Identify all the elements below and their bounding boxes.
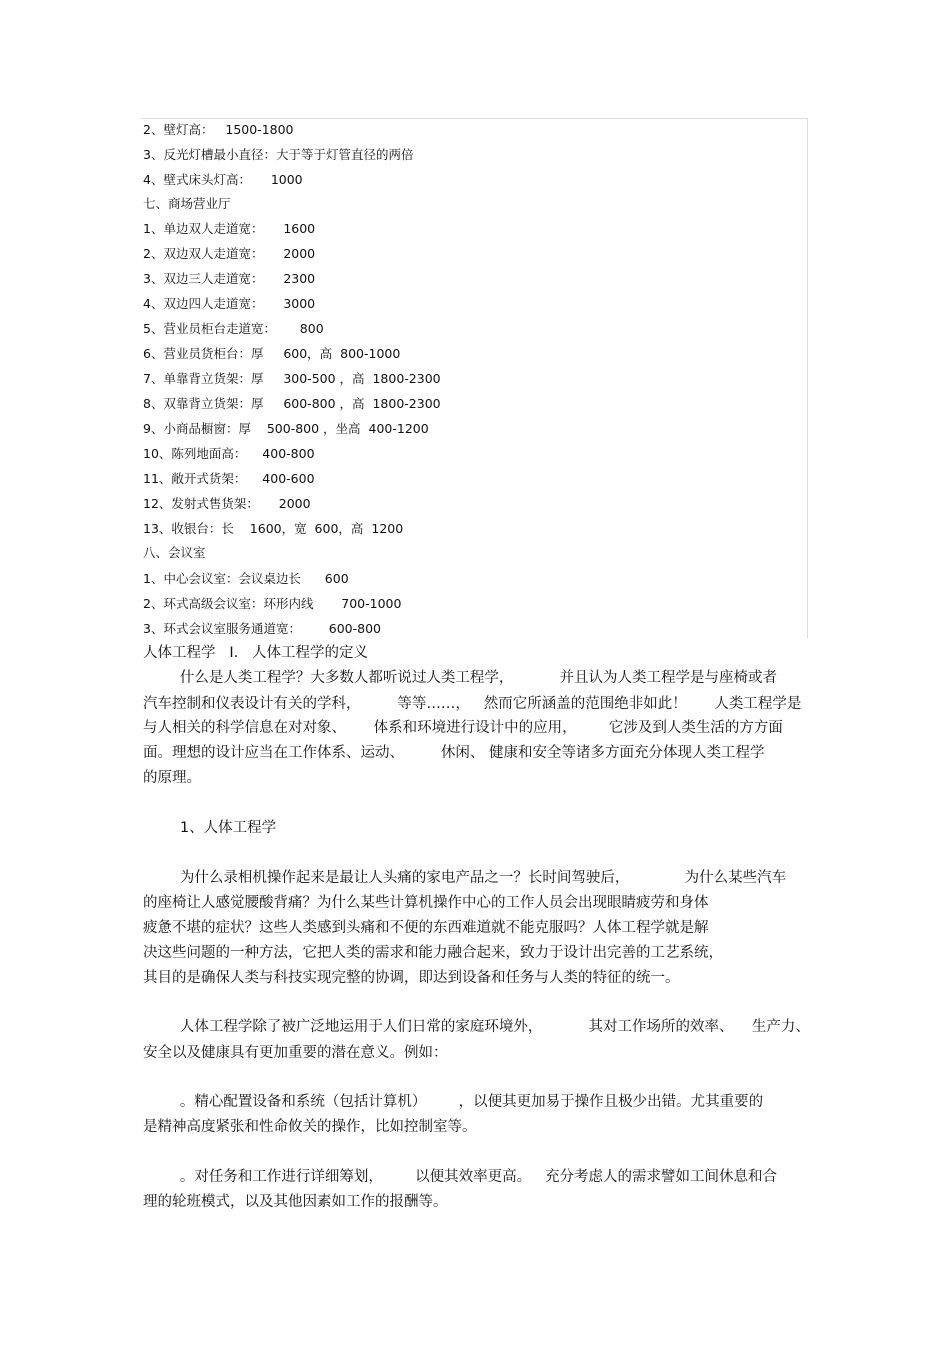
list-item: 13、收银台：长 1600，宽 600，高 1200	[143, 521, 404, 536]
paragraph-line: 疲惫不堪的症状？这些人类感到头痛和不便的东西难道就不能克服吗？人体工程学就是解	[143, 920, 709, 936]
paragraph-line: 。精心配置设备和系统（包括计算机） ，以便其更加易于操作且极少出错。尤其重要的	[143, 1094, 764, 1110]
paragraph-line: 其目的是确保人类与科技实现完整的协调，即达到设备和任务与人类的特征的统一。	[143, 970, 680, 986]
list-item: 11、敞开式货架： 400-600	[143, 471, 315, 486]
list-item: 1、中心会议室：会议桌边长 600	[143, 571, 349, 586]
list-item: 4、壁式床头灯高： 1000	[143, 172, 303, 187]
paragraph-line: 汽车控制和仪表设计有关的学科， 等等……， 然而它所涵盖的范围绝非如此！ 人类工程学是	[143, 696, 802, 712]
paragraph-line: 决这些问题的一种方法，它把人类的需求和能力融合起来，致力于设计出完善的工艺系统，	[143, 945, 723, 961]
paragraph-line: 安全以及健康具有更加重要的潜在意义。例如：	[143, 1045, 448, 1061]
list-item: 3、反光灯槽最小直径：大于等于灯管直径的两倍	[143, 147, 414, 162]
paragraph-line: 什么是人类工程学？大多数人都听说过人类工程学， 并且认为人类工程学是与座椅或者	[143, 670, 777, 686]
list-item: 5、营业员柜台走道宽： 800	[143, 321, 324, 336]
list-item: 3、环式会议室服务通道宽： 600-800	[143, 621, 381, 636]
list-item: 2、双边双人走道宽： 2000	[143, 246, 316, 261]
list-item: 10、陈列地面高： 400-800	[143, 446, 315, 461]
list-item: 9、小商品橱窗：厚 500-800 ，坐高 400-1200	[143, 421, 429, 436]
list-item: 7、单靠背立货架：厚 300-500 ，高 1800-2300	[143, 371, 441, 386]
paragraph-line: 理的轮班模式，以及其他因素如工作的报酬等。	[143, 1194, 448, 1210]
list-item: 2、环式高级会议室：环形内线 700-1000	[143, 596, 402, 611]
paragraph-line: 的座椅让人感觉腰酸背痛？为什么某些计算机操作中心的工作人员会出现眼睛疲劳和身体	[143, 895, 709, 911]
paragraph-line: 是精神高度紧张和性命攸关的操作，比如控制室等。	[143, 1119, 477, 1135]
page-title: 人体工程学 I. 人体工程学的定义	[143, 645, 369, 661]
paragraph-line: 与人相关的科学信息在对对象、 体系和环境进行设计中的应用， 它涉及到人类生活的方方面	[143, 720, 783, 736]
section-heading: 八、会议室	[143, 545, 206, 560]
list-item: 2、壁灯高： 1500-1800	[143, 122, 294, 137]
paragraph-line: 面。理想的设计应当在工作体系、运动、 休闲、 健康和安全等诸多方面充分体现人类工程学	[143, 745, 765, 761]
section-heading: 七、商场营业厅	[143, 196, 231, 211]
list-item: 6、营业员货柜台：厚 600，高 800-1000	[143, 346, 401, 361]
list-item: 1、单边双人走道宽： 1600	[143, 221, 316, 236]
paragraph-line: 。对任务和工作进行详细筹划， 以便其效率更高。 充分考虑人的需求譬如工间休息和合	[143, 1169, 777, 1185]
list-item: 4、双边四人走道宽： 3000	[143, 296, 316, 311]
paragraph-line: 的原理。	[143, 770, 201, 786]
list-item: 3、双边三人走道宽： 2300	[143, 271, 316, 286]
list-item: 8、双靠背立货架：厚 600-800 ，高 1800-2300	[143, 396, 441, 411]
list-item: 12、发射式售货架： 2000	[143, 496, 311, 511]
paragraph-line: 为什么录相机操作起来是最让人头痛的家电产品之一？长时间驾驶后， 为什么某些汽车	[143, 870, 787, 886]
paragraph-line: 人体工程学除了被广泛地运用于人们日常的家庭环境外， 其对工作场所的效率、 生产力、	[143, 1019, 810, 1035]
section-heading: 1、人体工程学	[143, 820, 277, 836]
